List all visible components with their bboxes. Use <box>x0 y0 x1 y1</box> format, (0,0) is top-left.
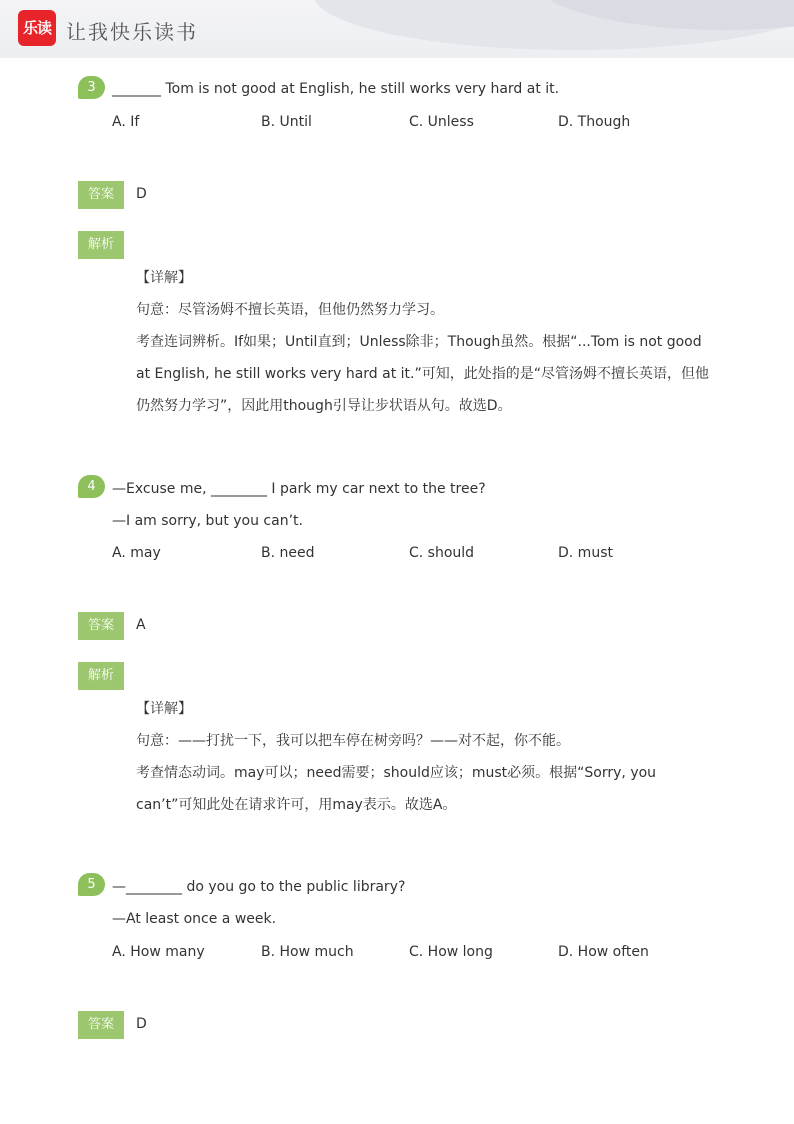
answer-value: D <box>136 1016 147 1032</box>
answer-tag: 答案 <box>78 1011 124 1039</box>
question-number-badge: 3 <box>78 76 105 99</box>
brand-logo: 乐读 <box>18 10 56 46</box>
answer-value: D <box>136 186 147 202</box>
option-c: C. How long <box>409 944 493 960</box>
option-b: B. need <box>261 545 315 561</box>
explanation-line: 句意：——打扰一下，我可以把车停在树旁吗？——对不起，你不能。 <box>136 733 570 749</box>
explanation <box>136 262 716 422</box>
question-text: —I am sorry, but you can’t. <box>112 513 303 529</box>
answer-value: A <box>136 617 146 633</box>
question-number-badge: 5 <box>78 873 105 896</box>
page-header <box>0 0 794 58</box>
explanation-line: 句意：尽管汤姆不擅长英语，但他仍然努力学习。 <box>136 302 444 318</box>
question-text: _______ Tom is not good at English, he still works very hard at it. <box>112 81 560 97</box>
question-text: —________ do you go to the public library? <box>112 879 406 895</box>
question-number-badge: 4 <box>78 475 105 498</box>
option-c: C. Unless <box>409 114 474 130</box>
question-text: —At least once a week. <box>112 911 277 927</box>
answer-tag: 答案 <box>78 612 124 640</box>
explanation-line: 考查情态动词。may可以；need需要；should应该；must必须。根据“Sorry, you <box>136 765 657 781</box>
explanation-line: at English, he still works very hard at it.”可知，此处指的是“尽管汤姆不擅长英语，但他 <box>136 366 709 382</box>
option-b: B. Until <box>261 114 312 130</box>
option-a: A. If <box>112 114 140 130</box>
option-a: A. may <box>112 545 161 561</box>
question-text: —Excuse me, ________ I park my car next to the tree? <box>112 481 486 497</box>
brand-slogan: 让我快乐读书 <box>66 20 198 44</box>
answer-tag: 答案 <box>78 181 124 209</box>
explanation-line: 考查连词辨析。If如果；Until直到；Unless除非；Though虽然。根据“...Tom is not good <box>136 334 702 350</box>
option-c: C. should <box>409 545 475 561</box>
option-a: A. How many <box>112 944 205 960</box>
option-d: D. must <box>558 545 613 561</box>
explanation-heading: 【详解】 <box>136 701 192 717</box>
option-b: B. How much <box>261 944 354 960</box>
analysis-tag: 解析 <box>78 662 124 690</box>
analysis-tag: 解析 <box>78 231 124 259</box>
explanation-heading: 【详解】 <box>136 270 192 286</box>
explanation-line: 仍然努力学习”，因此用though引导让步状语从句。故选D。 <box>136 398 512 414</box>
explanation <box>136 693 716 821</box>
option-d: D. Though <box>558 114 631 130</box>
option-d: D. How often <box>558 944 649 960</box>
explanation-line: can’t”可知此处在请求许可，用may表示。故选A。 <box>136 797 457 813</box>
